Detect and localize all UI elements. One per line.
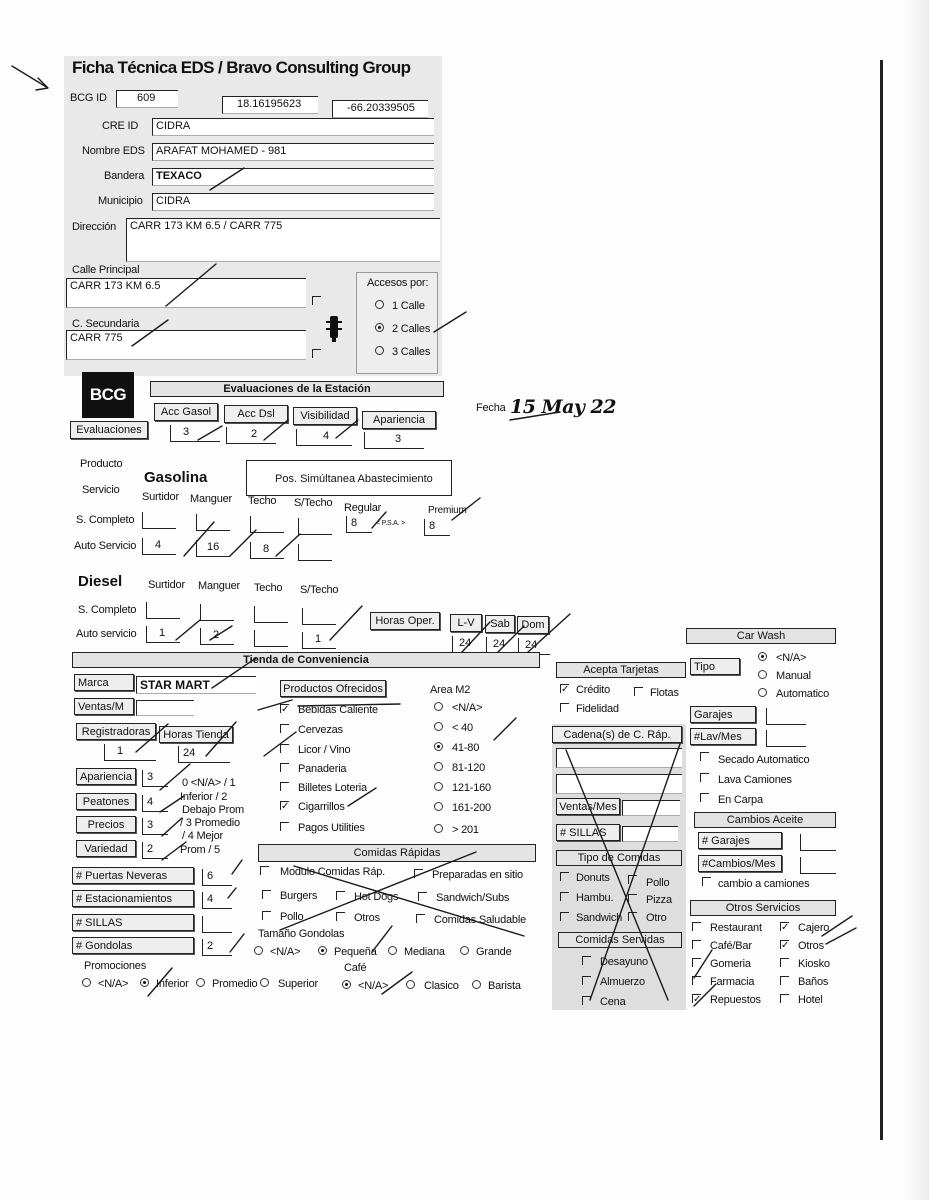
longitude-field[interactable]: -66.20339505 [332, 100, 428, 118]
accesos-label: Accesos por: [367, 277, 429, 289]
lav-mes-label[interactable]: #Lav/Mes [690, 728, 756, 745]
area-label-5: 161-200 [452, 802, 491, 814]
dia-dom-value[interactable]: 24 [518, 638, 550, 655]
bandera-label: Bandera [104, 170, 145, 182]
servicio-label-7: Baños [798, 976, 829, 988]
premium-check [452, 498, 480, 520]
cafe-label-2: Barista [488, 980, 521, 992]
servicios-title: Otros Servicios [690, 900, 836, 916]
fidelidad-label: Fidelidad [576, 703, 619, 715]
visibilidad-value[interactable]: 4 [296, 429, 352, 446]
bandera-check [210, 168, 244, 190]
registradoras-label[interactable]: Registradoras [76, 723, 156, 740]
cafe-label-1: Clasico [424, 980, 459, 992]
sillas-label[interactable]: # SILLAS [72, 914, 194, 931]
modulo-comidas-label: Modulo Comidas Ráp. [280, 866, 386, 878]
peatones-value[interactable]: 4 [142, 795, 168, 812]
carwash-na-label: <N/A> [776, 652, 807, 664]
dsl-check-2 [210, 626, 232, 640]
horas-tienda-value[interactable]: 24 [178, 746, 230, 763]
cafe-title: Café [344, 962, 367, 974]
gondola-label-0: <N/A> [270, 946, 301, 958]
precios-check [162, 818, 182, 836]
area-label-0: <N/A> [452, 702, 483, 714]
credito-checkbox[interactable]: ✓ [561, 684, 570, 695]
preparadas-label: Preparadas en sitio [432, 869, 523, 881]
tamano-gondolas-title: Tamaño Gondolas [258, 928, 345, 940]
apariencia-value[interactable]: 3 [142, 770, 168, 787]
calle-check [166, 264, 216, 306]
bcg-logo: BCG [82, 372, 134, 418]
diesel-title: Diesel [78, 573, 123, 590]
tienda-title: Tienda de Conveniencia [72, 652, 540, 668]
marca-field[interactable]: STAR MART [136, 676, 256, 694]
servicios-check-1 [694, 950, 712, 978]
servicio-label-2: Café/Bar [710, 940, 752, 952]
servicio-label-5: Kiosko [798, 958, 830, 970]
accesos-3-label: 3 Calles [392, 346, 431, 358]
acc-dsl-value[interactable]: 2 [226, 427, 276, 444]
puertas-label[interactable]: # Puertas Neveras [72, 867, 194, 884]
donuts-label: Donuts [576, 872, 610, 884]
calle-secundaria-field[interactable]: CARR 775 [66, 330, 306, 360]
horas-check [206, 722, 236, 756]
promociones-title: Promociones [84, 960, 146, 972]
fecha-label: Fecha [476, 402, 506, 414]
horas-tienda-label[interactable]: Horas Tienda [159, 726, 233, 743]
arrow-mark [12, 66, 48, 90]
dsl-col-surtidor: Surtidor [148, 579, 185, 591]
aceite-title: Cambios Aceite [694, 812, 836, 828]
area-label-1: < 40 [452, 722, 473, 734]
area-label-6: > 201 [452, 824, 479, 836]
gas-col-manguer: Manguer [190, 493, 233, 505]
cena-label: Cena [600, 996, 626, 1008]
evaluaciones-title: Evaluaciones de la Estación [150, 381, 444, 397]
bcg-id-label: BCG ID [70, 92, 107, 104]
producto-label-3: Panaderia [298, 763, 347, 775]
cambio-camiones-label: cambio a camiones [718, 878, 810, 890]
gas-col-surtidor: Surtidor [142, 491, 179, 503]
carwash-garajes-label[interactable]: Garajes [690, 706, 756, 723]
dsl-auto-manguer[interactable]: 2 [200, 628, 234, 645]
servicio-checkbox-1[interactable]: ✓ [781, 922, 790, 933]
dia-sab-label[interactable]: Sab [485, 615, 515, 633]
municipio-field[interactable]: CIDRA [152, 193, 434, 211]
premium-label: Premium [428, 505, 467, 516]
estac-check [228, 888, 236, 898]
pollo-tipo-label: Pollo [646, 877, 670, 889]
carwash-tipo-label[interactable]: Tipo [690, 658, 740, 675]
gasolina-title: Gasolina [144, 469, 208, 486]
promo-label-0: <N/A> [98, 978, 129, 990]
area-check [494, 718, 516, 740]
sandwich-subs-label: Sandwich/Subs [436, 892, 510, 904]
sandwich-tipo-label: Sandwich [576, 912, 623, 924]
gondola-label-1: Pequeña [334, 946, 377, 958]
peatones-check [160, 796, 184, 812]
servicio-label: Servicio [82, 484, 120, 496]
puertas-value[interactable]: 6 [202, 869, 232, 886]
servicio-checkbox-8[interactable]: ✓ [693, 994, 702, 1005]
rating-legend-5: / 4 Mejor [182, 830, 223, 842]
gas-row-completo: S. Completo [76, 514, 135, 526]
calle-principal-label: Calle Principal [72, 264, 140, 276]
bcg-id-field[interactable]: 609 [116, 90, 178, 108]
gondolas-count-value[interactable]: 2 [202, 939, 232, 956]
rating-legend-4: / 3 Promedio [180, 817, 240, 829]
tipo-comidas-title: Tipo de Comidas [556, 850, 682, 866]
credito-label: Crédito [576, 684, 611, 696]
carpa-label: En Carpa [718, 794, 763, 806]
form-title: Ficha Técnica EDS / Bravo Consulting Group [72, 58, 411, 77]
lava-camiones-label: Lava Camiones [718, 774, 792, 786]
hotdogs-label: Hot Dogs [354, 891, 399, 903]
servicio-label-9: Hotel [798, 994, 823, 1006]
acc-gasol-value[interactable]: 3 [170, 425, 220, 442]
producto-label: Producto [80, 458, 123, 470]
peatones-label[interactable]: Peatones [76, 793, 136, 810]
direccion-field[interactable]: CARR 173 KM 6.5 / CARR 775 [126, 218, 440, 262]
gas-check-2 [230, 530, 256, 556]
dsl-row-auto: Auto servicio [76, 628, 137, 640]
tienda-check [212, 658, 256, 688]
dsl-row-completo: S. Completo [78, 604, 137, 616]
promo-label-2: Promedio [212, 978, 258, 990]
comidas-servidas-title: Comidas Servidas [558, 932, 682, 948]
dia-sab-value[interactable]: 24 [486, 637, 516, 654]
rating-legend-1: 0 <N/A> / 1 [182, 777, 236, 789]
cafe-label-0: <N/A> [358, 980, 389, 992]
pos-simultanea-label: Pos. Simúltanea Abastecimiento [246, 460, 452, 496]
otro-tipo-label: Otro [646, 912, 667, 924]
registradoras-value[interactable]: 1 [104, 744, 156, 761]
visibilidad-label[interactable]: Visibilidad [293, 407, 357, 425]
estacionamientos-value[interactable]: 4 [202, 892, 232, 909]
dsl-col-manguer: Manguer [198, 580, 241, 592]
dia-lv-value[interactable]: 24 [452, 636, 482, 653]
dsl-col-stecho: S/Techo [300, 584, 339, 596]
servicio-label-4: Gomeria [710, 958, 751, 970]
secado-label: Secado Automatico [718, 754, 810, 766]
producto-label-4: Billetes Loteria [298, 782, 367, 794]
gas-auto-surtidor[interactable]: 4 [142, 538, 176, 555]
servicio-label-6: Farmacia [710, 976, 755, 988]
pollo-comida-label: Pollo [280, 911, 304, 923]
gondola-label-3: Grande [476, 946, 512, 958]
pizza-label: Pizza [646, 894, 672, 906]
horas-oper-button[interactable]: Horas Oper. [370, 612, 440, 630]
secundaria-check [132, 320, 168, 346]
gondolas-check-2 [372, 926, 392, 952]
variedad-label[interactable]: Variedad [76, 840, 136, 857]
servicio-label-1: Cajero [798, 922, 830, 934]
cafe-check [382, 972, 412, 994]
producto-checkbox-0[interactable]: ✓ [281, 704, 290, 715]
cerveza-check [264, 732, 296, 756]
gondolas-check-1 [230, 934, 244, 952]
area-label-2: 41-80 [452, 742, 480, 754]
hambu-label: Hambu. [576, 892, 614, 904]
carwash-auto-label: Automatico [776, 688, 830, 700]
dsl-check-1 [176, 620, 200, 640]
carwash-title: Car Wash [686, 628, 836, 644]
dsl-auto-stecho[interactable]: 1 [302, 632, 336, 649]
cadenas-x [566, 744, 680, 1000]
accesos-2-label: 2 Calles [392, 323, 431, 335]
marca-label[interactable]: Marca [74, 674, 134, 691]
gondola-label-2: Mediana [404, 946, 445, 958]
productos-check [258, 700, 400, 710]
gas-col-techo: Techo [248, 495, 277, 507]
servicios-check-2 [694, 984, 716, 1006]
gas-col-stecho: S/Techo [294, 497, 333, 509]
acc-gasol-label[interactable]: Acc Gasol [154, 403, 218, 421]
gas-auto-techo[interactable]: 8 [250, 542, 284, 559]
municipio-label: Municipio [98, 195, 143, 207]
servicio-label-8: Repuestos [710, 994, 761, 1006]
gas-check-3 [276, 534, 300, 556]
area-label-4: 121-160 [452, 782, 491, 794]
regular-label: Regular [344, 502, 382, 514]
servicio-label-3: Otros [798, 940, 824, 952]
rating-legend-2: Inferior / 2 [180, 791, 228, 803]
desayuno-label: Desayuno [600, 956, 648, 968]
aceite-garajes-label[interactable]: # Garajes [698, 832, 782, 849]
gas-check-1 [184, 522, 214, 556]
precios-value[interactable]: 3 [142, 818, 168, 835]
puertas-check [232, 860, 242, 874]
dsl-check-3 [330, 606, 362, 640]
cigarrillos-check [348, 788, 376, 806]
latitude-field[interactable]: 18.16195623 [222, 96, 318, 114]
dia-dom-label[interactable]: Dom [517, 616, 549, 634]
calle-principal-field[interactable]: CARR 173 KM 6.5 [66, 278, 306, 308]
producto-checkbox-5[interactable]: ✓ [281, 801, 290, 812]
servicio-checkbox-3[interactable]: ✓ [781, 940, 790, 951]
cadena-sillas-label[interactable]: # SILLAS [556, 824, 620, 841]
productos-title: Productos Ofrecidos [280, 680, 386, 697]
producto-label-1: Cervezas [298, 724, 343, 736]
producto-label-0: Bebidas Caliente [298, 704, 378, 716]
promo-label-3: Superior [278, 978, 318, 990]
evaluaciones-button[interactable]: Evaluaciones [70, 421, 148, 439]
ventas-label[interactable]: Ventas/M [74, 698, 134, 715]
apariencia-label[interactable]: Apariencia [76, 768, 136, 785]
nombre-label: Nombre EDS [82, 145, 145, 157]
regular-check [372, 512, 386, 528]
gas-auto-manguer[interactable]: 16 [196, 540, 230, 557]
fecha-underline [510, 412, 560, 420]
cre-id-label: CRE ID [102, 120, 139, 132]
nombre-field[interactable]: ARAFAT MOHAMED - 981 [152, 143, 434, 161]
variedad-value[interactable]: 2 [142, 842, 168, 859]
flotas-label: Flotas [650, 687, 679, 699]
dias-check [462, 614, 570, 652]
psa-label: < P.S.A. > [376, 520, 406, 527]
comidas-title: Comidas Rápidas [258, 844, 536, 862]
accesos-1-label: 1 Calle [392, 300, 425, 312]
area-label-3: 81-120 [452, 762, 486, 774]
cre-id-field[interactable]: CIDRA [152, 118, 434, 136]
estacionamientos-label[interactable]: # Estacionamientos [72, 890, 194, 907]
comidas-x [280, 852, 524, 936]
acc-dsl-label[interactable]: Acc Dsl [224, 405, 288, 423]
otros-comida-label: Otros [354, 912, 380, 924]
apariencia-eval-value[interactable]: 3 [364, 432, 424, 449]
tarjetas-title: Acepta Tarjetas [556, 662, 686, 678]
rating-legend-6: Prom / 5 [180, 844, 220, 856]
dsl-auto-surtidor[interactable]: 1 [146, 626, 180, 643]
rating-legend-3: Debajo Prom [182, 804, 244, 816]
producto-label-6: Pagos Utilities [298, 822, 365, 834]
fecha-handwritten: 15 May 22 [510, 396, 616, 418]
saludable-label: Comidas Saludable [434, 914, 526, 926]
dia-lv-label[interactable]: L-V [450, 614, 482, 632]
promo-label-1: Inferior [156, 978, 189, 990]
gas-row-auto: Auto Servicio [74, 540, 137, 552]
variedad-check [162, 842, 186, 860]
direccion-label: Dirección [72, 221, 117, 233]
registradoras-check [136, 724, 168, 752]
producto-label-5: Cigarrillos [298, 801, 345, 813]
accesos-check [434, 312, 466, 332]
ventas-mes-label[interactable]: Ventas/Mes [556, 798, 620, 815]
almuerzo-label: Almuerzo [600, 976, 645, 988]
promo-check [148, 968, 172, 996]
dsl-col-techo: Techo [254, 582, 283, 594]
calle-secundaria-label: C. Secundaria [72, 318, 140, 330]
apariencia-check [160, 764, 190, 790]
apariencia-eval-label[interactable]: Apariencia [362, 411, 436, 429]
bandera-field[interactable]: TEXACO [152, 168, 434, 186]
precios-label[interactable]: Precios [76, 816, 136, 833]
burgers-label: Burgers [280, 890, 318, 902]
producto-label-2: Licor / Vino [298, 744, 351, 756]
area-title: Area M2 [430, 684, 471, 696]
cambios-mes-label[interactable]: #Cambios/Mes [698, 855, 782, 872]
gondolas-count-label[interactable]: # Gondolas [72, 937, 194, 954]
servicio-label-0: Restaurant [710, 922, 762, 934]
premium-value[interactable]: 8 [424, 519, 450, 536]
regular-value[interactable]: 8 [346, 516, 372, 533]
eval-check-3 [336, 420, 358, 438]
eval-check-1 [198, 426, 222, 440]
cadenas-title: Cadena(s) de C. Ráp. [552, 726, 682, 743]
eval-check-2 [264, 420, 288, 440]
carwash-manual-label: Manual [776, 670, 811, 682]
